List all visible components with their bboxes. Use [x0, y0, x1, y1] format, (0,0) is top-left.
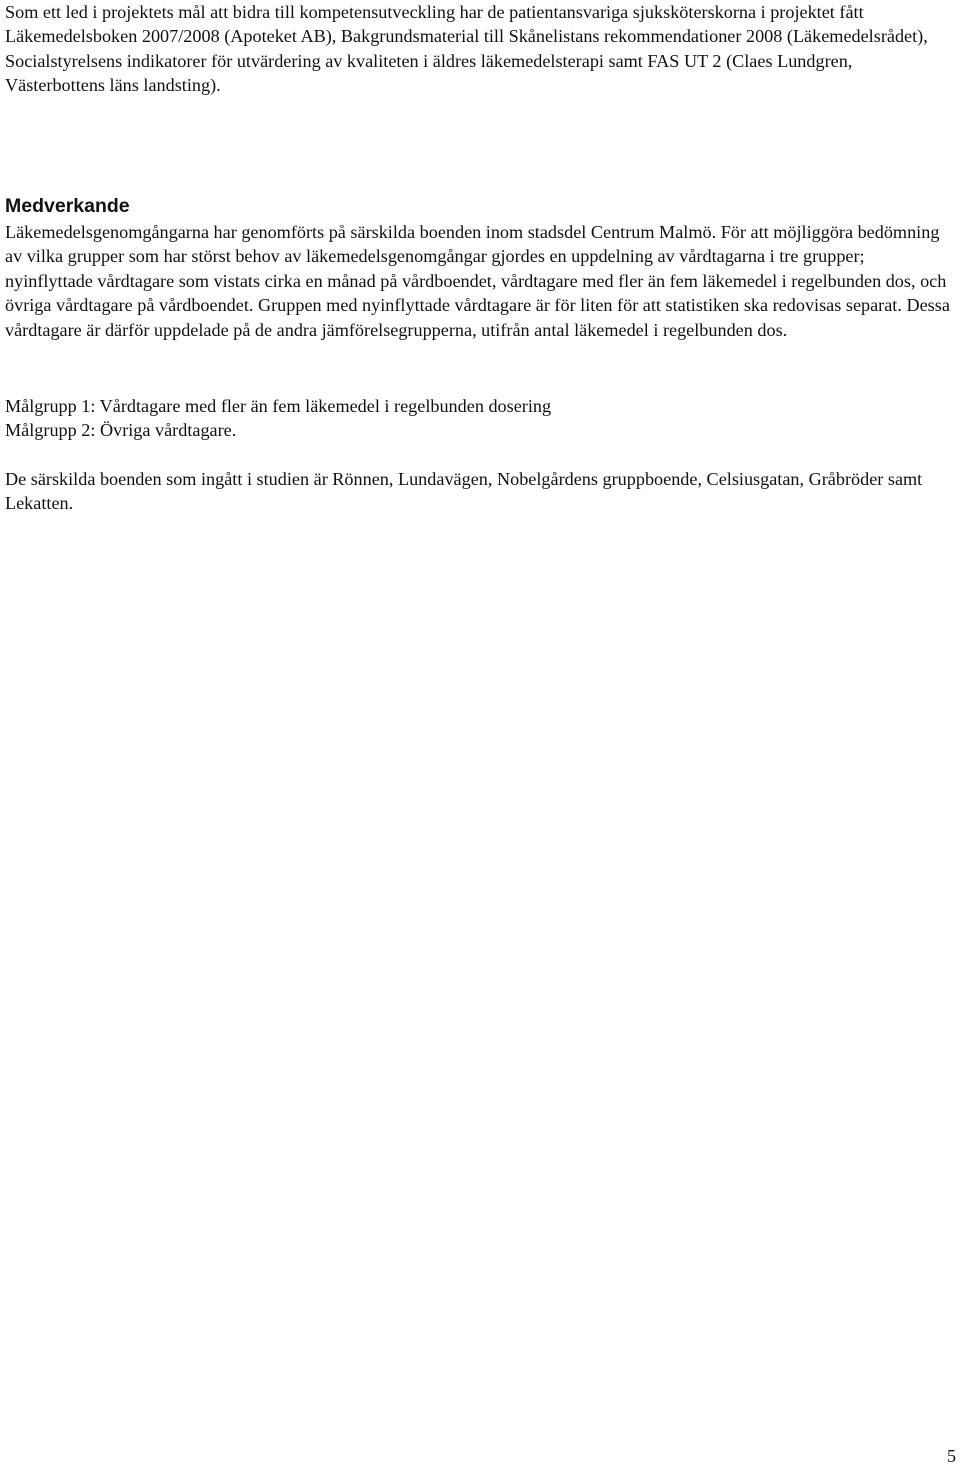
- boenden-paragraph: De särskilda boenden som ingått i studien är Rönnen, Lundavägen, Nobelgårdens gruppboende, Celsiusgatan, Gråbröder samt Lekatten.: [5, 469, 923, 514]
- page-number: 5: [947, 1446, 956, 1466]
- medverkande-paragraph: Läkemedelsgenomgångarna har genomförts på särskilda boenden inom stadsdel Centrum Malmö. För att möjliggöra bedömning av vilka grupper som har störst behov av läkemedelsgenomgångar gjordes en uppdelning av vårdtagarna i tre grupper; nyinflyttade vårdtagare som vistats cirka en månad på vårdboendet, vårdtagare med fler än fem läkemedel i regelbunden dos, och övriga vårdtagare på vårdboendet. Gruppen med nyinflyttade vårdtagare är för liten för att statistiken ska redovisas separat. Dessa vårdtagare är därför uppdelade på de andra jämförelsegrupperna, utifrån antal läkemedel i regelbunden dos.: [5, 222, 950, 340]
- malgrupp-list: [5, 394, 955, 443]
- section-heading-medverkande: Medverkande: [5, 195, 130, 217]
- malgrupp-1-line: Målgrupp 1: Vårdtagare med fler än fem läkemedel i regelbunden dosering: [5, 396, 552, 416]
- intro-paragraph: Som ett led i projektets mål att bidra till kompetensutveckling har de patientansvariga sjuksköterskorna i projektet fått Läkemedelsboken 2007/2008 (Apoteket AB), Bakgrundsmaterial till Skånelistans rekommendationer 2008 (Läkemedelsrådet), Socialstyrelsens indikatorer för utvärdering av kvaliteten i äldres läkemedelsterapi samt FAS UT 2 (Claes Lundgren, Västerbottens läns landsting).: [5, 2, 928, 96]
- malgrupp-2-line: Målgrupp 2: Övriga vårdtagare.: [5, 420, 237, 441]
